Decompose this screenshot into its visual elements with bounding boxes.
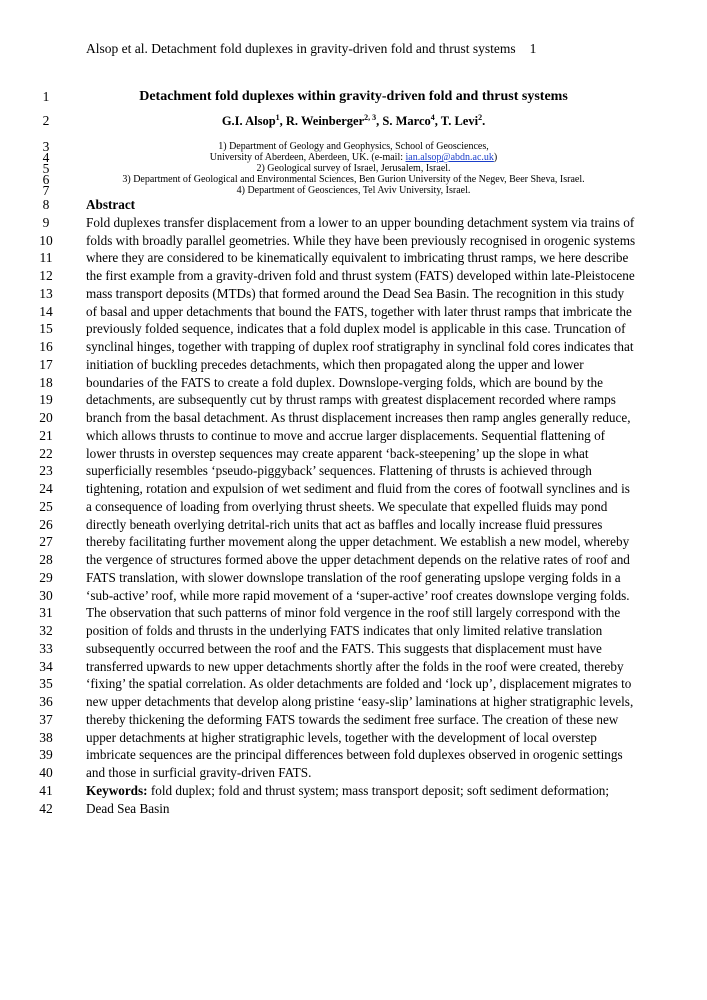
abstract-line-text: ‘sub-active’ roof, while more rapid movement of a ‘super-active’ roof creates downslope verging folds. <box>86 587 630 603</box>
line-number: 13 <box>39 285 53 301</box>
abstract-line-text: FATS translation, with slower downslope translation of the roof generating upslope verging folds in a <box>86 569 621 585</box>
abstract-line <box>0 729 707 747</box>
paper-title: Detachment fold duplexes within gravity-driven fold and thrust systems <box>139 89 568 104</box>
abstract-line <box>0 480 707 498</box>
line-number: 34 <box>39 658 53 674</box>
authors-line <box>0 112 707 130</box>
abstract-line-text: superficially resembles ‘pseudo-piggyback’ sequences. Flattening of thrusts is achieved through <box>86 463 592 479</box>
author-name: , R. Weinberger <box>279 114 365 128</box>
abstract-line-text: of basal and upper detachments that bound the FATS, together with later thrust ramps that imbricate the <box>86 303 632 319</box>
abstract-line-text: thereby facilitating further movement along the upper detachment. We establish a new model, whereby <box>86 534 630 550</box>
line-number: 33 <box>39 640 53 656</box>
page-number: 1 <box>529 41 537 56</box>
abstract-line <box>0 356 707 374</box>
abstract-line <box>0 658 707 676</box>
abstract-line <box>0 285 707 303</box>
abstract-line-text: imbricate sequences are the principal differences between fold duplexes observed in orogenic settings <box>86 747 623 763</box>
abstract-line-text: branch from the basal detachment. As thrust displacement increases then ramp angles generally reduce, <box>86 410 631 425</box>
line-number: 8 <box>42 197 50 212</box>
line-number: 35 <box>39 676 53 692</box>
title-line <box>0 88 707 105</box>
abstract-line-text: initiation of buckling precedes detachments, which then propagated along the upper and lower <box>86 356 584 372</box>
line-number: 31 <box>39 605 53 621</box>
abstract-line <box>0 516 707 534</box>
line-number: 10 <box>39 232 53 248</box>
abstract-line-text: and those in surficial gravity-driven FATS. <box>86 765 312 780</box>
affiliation-text: 4) Department of Geosciences, Tel Aviv University, Israel. <box>236 185 471 196</box>
author-name: G.I. Alsop <box>221 114 276 128</box>
author-affiliation-mark: 2 <box>478 112 483 122</box>
line-number: 37 <box>39 711 53 727</box>
abstract-line <box>0 320 707 338</box>
abstract-line <box>0 533 707 551</box>
abstract-line <box>0 711 707 729</box>
line-number: 20 <box>39 410 53 425</box>
line-number: 16 <box>39 339 53 354</box>
line-number: 3 <box>42 139 50 154</box>
author-affiliation-mark: 2, 3 <box>364 112 377 122</box>
abstract-line <box>0 764 707 782</box>
abstract-line-text: mass transport deposits (MTDs) that formed around the Dead Sea Basin. The recognition in this study <box>86 285 625 301</box>
abstract-line <box>0 693 707 711</box>
abstract-line-text: the vergence of structures formed above the upper detachment depends on the relative rates of roof and <box>86 552 630 567</box>
affiliation-text: 3) Department of Geological and Environmental Sciences, Ben Gurion University of the Negev, Beer Sheva, Israel. <box>122 174 585 185</box>
abstract-line-text: new upper detachments that develop along pristine ‘easy-slip’ laminations at higher stratigraphic levels, <box>86 694 634 709</box>
keywords-list: fold duplex; fold and thrust system; mass transport deposit; soft sediment deformation; <box>147 782 610 798</box>
line-number: 15 <box>39 321 53 337</box>
abstract-line <box>0 409 707 427</box>
author-name: , T. Levi <box>434 114 479 128</box>
affiliation-text: 2) Geological survey of Israel, Jerusalem, Israel. <box>256 163 451 174</box>
abstract-line <box>0 267 707 285</box>
line-number: 2 <box>42 113 50 128</box>
line-number: 7 <box>42 183 50 198</box>
line-number: 6 <box>42 172 50 187</box>
line-number: 19 <box>39 392 53 408</box>
running-header <box>86 41 536 57</box>
line-number: 30 <box>39 587 53 603</box>
line-number: 40 <box>39 765 53 780</box>
abstract-line-text: a consequence of loading from overlying thrust sheets. We speculate that expelled fluids may pond <box>86 498 608 514</box>
keywords-line <box>0 800 707 818</box>
affiliation-line <box>0 185 707 196</box>
abstract-line-text: The observation that such patterns of minor fold vergence in the roof still largely correspond with the <box>86 605 621 621</box>
line-number: 12 <box>39 268 53 283</box>
line-number: 26 <box>39 516 53 532</box>
line-number: 18 <box>39 374 53 390</box>
abstract-line-text: transferred upwards to new upper detachments shortly after the folds in the roof were created, thereby <box>86 658 624 674</box>
affiliation-text-before: University of Aberdeen, Aberdeen, UK. (e-mail: <box>209 152 406 163</box>
line-number: 14 <box>39 303 53 319</box>
email-link[interactable]: ian.alsop@abdn.ac.uk <box>405 152 494 163</box>
abstract-line <box>0 445 707 463</box>
abstract-line <box>0 587 707 605</box>
abstract-line-text: directly beneath overlying detrital-rich units that act as baffles and locally increase fluid pressures <box>86 516 603 532</box>
line-number: 21 <box>39 427 53 443</box>
abstract-line <box>0 232 707 250</box>
abstract-line <box>0 498 707 516</box>
abstract-line-text: upper detachments at higher stratigraphic levels, together with the development of local overstep <box>86 729 597 745</box>
abstract-line-text: previously folded sequence, indicates that a fold duplex model is applicable in this case. Truncation of <box>86 321 626 337</box>
author-list-end: . <box>482 114 486 128</box>
abstract-line-text: the first example from a gravity-driven fold and thrust system (FATS) developed within late-Pleistocene <box>86 268 635 283</box>
abstract-line-text: where they are considered to be kinematically equivalent to imbricating thrust ramps, we here describe <box>86 250 629 266</box>
abstract-line-text: Fold duplexes transfer displacement from a lower to an upper bounding detachment system via trains of <box>86 214 635 230</box>
line-number: 22 <box>39 445 53 461</box>
abstract-line <box>0 303 707 321</box>
page-content <box>0 88 707 817</box>
abstract-line <box>0 214 707 232</box>
abstract-line <box>0 640 707 658</box>
keywords-text <box>86 782 609 800</box>
line-number: 32 <box>39 623 53 638</box>
line-number: 36 <box>39 694 53 709</box>
abstract-line-text: position of folds and thrusts in the underlying FATS indicates that only limited relative translation <box>86 623 603 638</box>
affiliation-text: 1) Department of Geology and Geophysics, School of Geosciences, <box>218 141 489 152</box>
line-number: 38 <box>39 729 53 745</box>
abstract-line <box>0 427 707 445</box>
author-list <box>0 112 707 130</box>
abstract-line <box>0 551 707 569</box>
abstract-line-text: subsequently occurred between the roof and the FATS. This suggests that displacement must have <box>86 640 602 656</box>
abstract-heading: Abstract <box>86 197 136 212</box>
abstract-line <box>0 746 707 764</box>
line-number: 17 <box>39 356 53 372</box>
line-number: 24 <box>39 481 53 496</box>
abstract-body <box>0 214 707 782</box>
author-name: , S. Marco <box>376 114 431 128</box>
line-number: 23 <box>39 463 53 479</box>
abstract-line-text: which allows thrusts to continue to move and accrue larger displacements. Sequential flattening of <box>86 427 606 443</box>
line-number: 29 <box>39 569 53 585</box>
abstract-line <box>0 391 707 409</box>
running-title: Alsop et al. Detachment fold duplexes in gravity-driven fold and thrust systems <box>86 41 516 56</box>
abstract-line <box>0 374 707 392</box>
abstract-line-text: synclinal hinges, together with trapping of duplex roof stratigraphy in synclinal fold cores indicates that <box>86 339 634 354</box>
line-number: 41 <box>39 782 53 798</box>
abstract-line-text: tightening, rotation and expulsion of wet sediment and fluid from the cores of footwall synclines and is <box>86 481 630 496</box>
abstract-line <box>0 569 707 587</box>
line-number: 27 <box>39 534 53 550</box>
affiliation-text-after: ) <box>493 152 498 163</box>
abstract-line <box>0 249 707 267</box>
abstract-line <box>0 338 707 356</box>
line-number: 11 <box>39 250 53 266</box>
abstract-line-text: folds with broadly parallel geometries. While they have been previously recognised in orogenic systems <box>86 232 636 248</box>
abstract-line <box>0 622 707 640</box>
line-number: 42 <box>39 800 53 816</box>
line-number: 9 <box>42 214 50 230</box>
affiliation-line <box>0 141 707 152</box>
author-affiliation-mark: 4 <box>430 112 435 122</box>
affiliation-line <box>0 152 707 163</box>
abstract-line <box>0 462 707 480</box>
line-number: 28 <box>39 552 53 567</box>
line-number: 25 <box>39 498 53 514</box>
abstract-line-text: boundaries of the FATS to create a fold duplex. Downslope-verging folds, which are bound by the <box>86 374 604 390</box>
line-number: 39 <box>39 747 53 763</box>
abstract-heading-line <box>0 196 707 214</box>
abstract-line <box>0 675 707 693</box>
keywords-line <box>0 782 707 800</box>
abstract-line-text: thereby thickening the deforming FATS towards the sediment free surface. The creation of these new <box>86 711 619 727</box>
abstract-line-text: detachments, are subsequently cut by thrust ramps with greatest displacement recorded where ramps <box>86 392 616 408</box>
abstract-line <box>0 604 707 622</box>
affiliation-text <box>0 152 707 163</box>
affiliation-line <box>0 163 707 174</box>
author-affiliation-mark: 1 <box>275 112 280 122</box>
keywords-label: Keywords: <box>86 782 148 798</box>
line-number: 5 <box>42 161 50 176</box>
affiliation-line <box>0 174 707 185</box>
abstract-line-text: ‘fixing’ the spatial correlation. As older detachments are folded and ‘lock up’, displacement migrates to <box>86 676 632 692</box>
line-number: 1 <box>42 89 50 104</box>
abstract-line-text: lower thrusts in overstep sequences may create apparent ‘back-steepening’ up the slope in what <box>86 445 589 461</box>
line-number: 4 <box>42 150 50 165</box>
keywords-list-continued: Dead Sea Basin <box>86 800 170 816</box>
